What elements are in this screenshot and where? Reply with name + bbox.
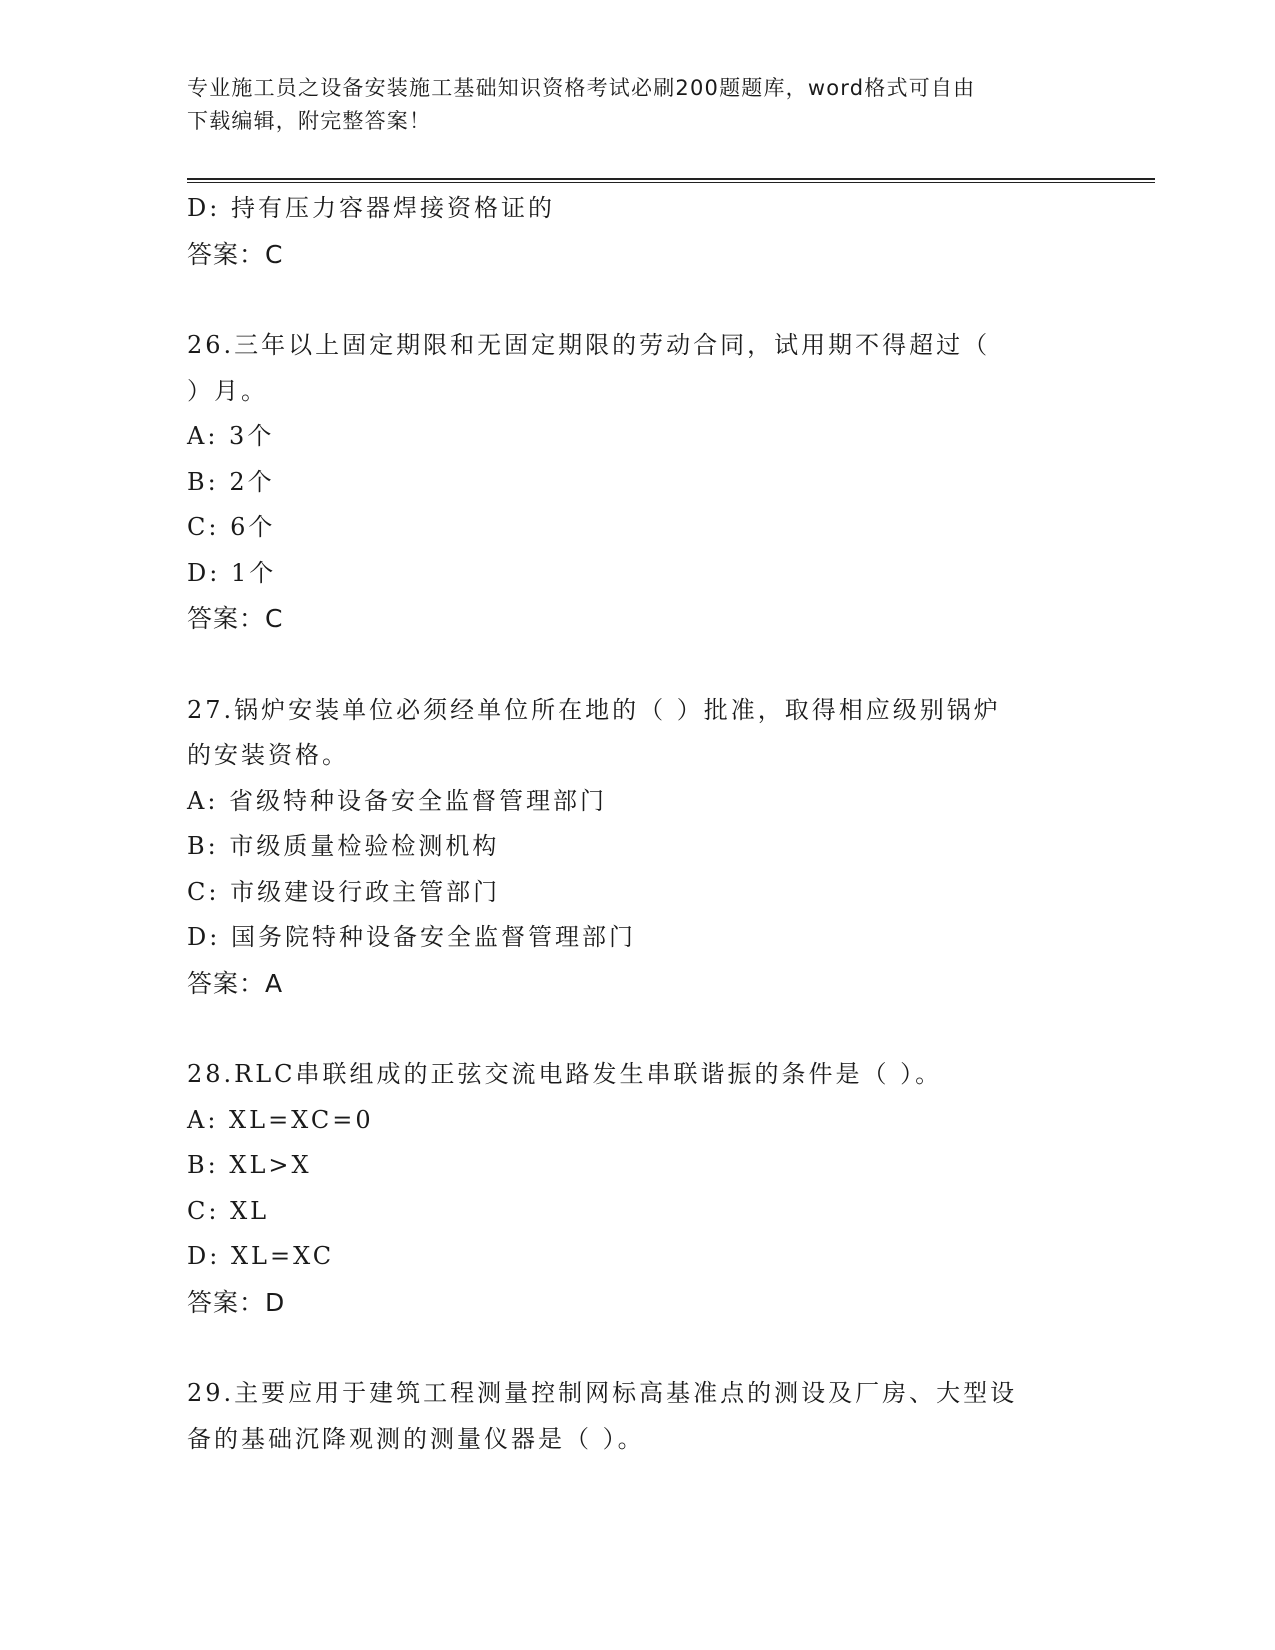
spacer [187, 1006, 1087, 1052]
question-25-tail [187, 186, 1087, 277]
question-25-answer: 答案：C [187, 239, 284, 269]
question-26-option-a: A: 3个 [187, 422, 275, 450]
question-26-stem-line-2: ）月。 [187, 376, 268, 405]
question-27-option-d: D: 国务院特种设备安全监督管理部门 [187, 923, 636, 951]
question-28 [187, 1052, 1087, 1325]
header-divider-thick [187, 178, 1155, 180]
question-28-option-b: B: XL>X [187, 1151, 312, 1179]
question-29-stem-line-2: 备的基础沉降观测的测量仪器是（ ）。 [187, 1424, 645, 1453]
question-25-option-d: D: 持有压力容器焊接资格证的 [187, 194, 555, 222]
question-28-option-c: C: XL [187, 1196, 270, 1225]
question-29 [187, 1371, 1087, 1462]
question-27-option-b: B: 市级质量检验检测机构 [187, 832, 500, 860]
question-28-option-a: A: XL=XC=0 [187, 1105, 374, 1134]
header-title-line-1: 专业施工员之设备安装施工基础知识资格考试必刷200题题库，word格式可自由 [187, 76, 976, 100]
question-26-stem-line-1: 26.三年以上固定期限和无固定期限的劳动合同，试用期不得超过（ [187, 331, 991, 359]
document-header [187, 72, 1067, 138]
spacer [187, 277, 1087, 323]
question-26-option-d: D: 1个 [187, 558, 277, 587]
question-27-option-a: A: 省级特种设备安全监督管理部门 [187, 786, 608, 815]
question-list [187, 186, 1087, 1462]
question-27 [187, 688, 1087, 1007]
spacer [187, 1325, 1087, 1371]
question-27-answer: 答案：A [187, 968, 284, 998]
question-27-option-c: C: 市级建设行政主管部门 [187, 877, 501, 906]
question-26-option-b: B: 2个 [187, 467, 275, 496]
question-26-answer: 答案：C [187, 604, 284, 633]
question-28-answer: 答案：D [187, 1287, 286, 1317]
question-28-option-d: D: XL=XC [187, 1242, 335, 1270]
question-27-stem-line-2: 的安装资格。 [187, 741, 349, 769]
header-divider-thin [187, 182, 1155, 183]
spacer [187, 642, 1087, 688]
header-title-line-2: 下载编辑，附完整答案！ [187, 109, 432, 133]
question-26-option-c: C: 6个 [187, 513, 276, 541]
question-28-stem-line-1: 28.RLC串联组成的正弦交流电路发生串联谐振的条件是（ ）。 [187, 1060, 943, 1088]
question-27-stem-line-1: 27.锅炉安装单位必须经单位所在地的（ ）批准，取得相应级别锅炉 [187, 695, 1001, 724]
question-29-stem-line-1: 29.主要应用于建筑工程测量控制网标高基准点的测设及厂房、大型设 [187, 1379, 1018, 1407]
question-26 [187, 323, 1087, 642]
